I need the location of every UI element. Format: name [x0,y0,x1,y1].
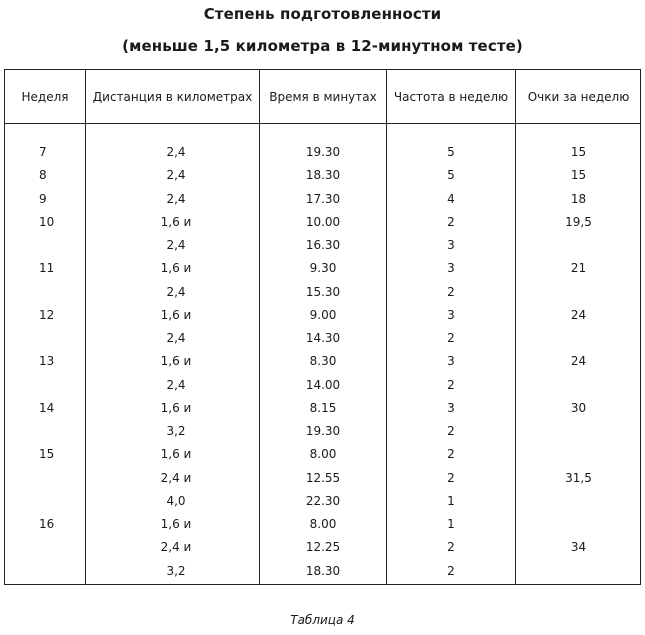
cell-points [516,331,641,345]
cell-week [39,331,79,345]
cell-frequency: 2 [447,377,455,392]
table-subtitle: (меньше 1,5 километра в 12-минутном тесте) [122,37,523,55]
cell-points: 15 [570,168,587,183]
cell-points [516,378,641,392]
header-points: Очки за неделю [527,89,630,104]
cell-time: 18.30 [305,563,341,578]
cell-time: 19.30 [305,424,341,438]
cell-time: 16.30 [305,238,341,252]
cell-distance: 1,6 и [160,214,192,229]
cell-frequency: 2 [447,470,455,485]
cell-points: 15 [570,145,587,159]
cell-points: 24 [570,307,587,322]
cell-week: 9 [39,191,47,206]
cell-distance: 3,2 [166,563,186,578]
cell-frequency: 2 [447,424,455,438]
cell-week: 11 [39,261,55,276]
cell-week: 15 [39,447,55,462]
cell-points: 30 [570,400,587,415]
cell-distance: 1,6 и [160,400,192,415]
cell-week [39,424,79,438]
header-distance: Дистанция в километрах [92,89,253,104]
cell-distance: 1,6 и [160,261,192,276]
cell-points [516,494,641,508]
cell-time: 12.55 [305,470,341,485]
column-divider [85,70,86,584]
header-frequency: Частота в неделю [393,89,509,104]
cell-distance: 4,0 [166,493,186,508]
cell-week [39,564,79,578]
cell-frequency: 5 [447,145,455,159]
cell-frequency: 2 [447,284,455,299]
cell-points [516,564,641,578]
cell-distance: 2,4 и [160,540,192,555]
cell-week: 7 [39,145,47,159]
cell-time: 10.00 [305,214,341,229]
cell-frequency: 2 [447,331,455,345]
training-table [4,69,641,585]
cell-time: 9.00 [309,307,337,322]
cell-distance: 2,4 [166,331,186,345]
cell-frequency: 2 [447,540,455,555]
cell-frequency: 3 [447,261,455,276]
cell-frequency: 2 [447,214,455,229]
cell-frequency: 2 [447,447,455,462]
cell-frequency: 2 [447,563,455,578]
cell-points: 31,5 [565,470,592,485]
header-divider [5,123,640,124]
cell-distance: 1,6 и [160,517,192,531]
cell-distance: 2,4 [166,238,186,252]
cell-week [39,540,79,554]
header-time: Время в минутах [269,89,377,104]
cell-points [516,517,641,531]
cell-points: 21 [570,261,587,276]
cell-distance: 2,4 [166,145,186,159]
cell-points [516,424,641,438]
cell-time: 14.00 [305,377,341,392]
cell-distance: 2,4 [166,191,186,206]
cell-points: 18 [570,191,587,206]
cell-week [39,238,79,252]
cell-frequency: 3 [447,307,455,322]
cell-week: 13 [39,354,55,369]
cell-time: 9.30 [309,261,337,276]
header-week: Неделя [21,89,69,104]
cell-distance: 1,6 и [160,354,192,369]
cell-distance: 2,4 и [160,470,192,485]
cell-frequency: 5 [447,168,455,183]
cell-week: 10 [39,214,55,229]
cell-points [516,285,641,299]
cell-time: 12.25 [305,540,341,555]
cell-week [39,285,79,299]
cell-points: 34 [570,540,587,555]
cell-time: 17.30 [305,191,341,206]
cell-frequency: 3 [447,354,455,369]
cell-frequency: 1 [447,517,455,531]
cell-week: 16 [39,517,55,531]
cell-frequency: 1 [447,493,455,508]
cell-time: 14.30 [305,331,341,345]
cell-time: 8.15 [309,400,337,415]
table-caption: Таблица 4 [290,613,355,627]
cell-time: 22.30 [305,493,341,508]
cell-week: 12 [39,307,55,322]
table-title: Степень подготовленности [203,5,442,23]
cell-time: 18.30 [305,168,341,183]
cell-week: 14 [39,400,55,415]
cell-points [516,238,641,252]
cell-points [516,447,641,461]
cell-distance: 1,6 и [160,447,192,462]
cell-points: 19,5 [565,214,592,229]
cell-week [39,378,79,392]
cell-distance: 2,4 [166,377,186,392]
cell-week [39,471,79,485]
cell-frequency: 4 [447,191,455,206]
cell-time: 19.30 [305,145,341,159]
cell-points: 24 [570,354,587,369]
cell-time: 8.30 [309,354,337,369]
cell-week: 8 [39,168,47,183]
cell-frequency: 3 [447,400,455,415]
cell-time: 8.00 [309,517,337,531]
cell-distance: 1,6 и [160,307,192,322]
cell-distance: 2,4 [166,168,186,183]
cell-time: 15.30 [305,284,341,299]
cell-distance: 3,2 [166,424,186,438]
cell-frequency: 3 [447,238,455,252]
cell-distance: 2,4 [166,284,186,299]
cell-week [39,494,79,508]
cell-time: 8.00 [309,447,337,462]
